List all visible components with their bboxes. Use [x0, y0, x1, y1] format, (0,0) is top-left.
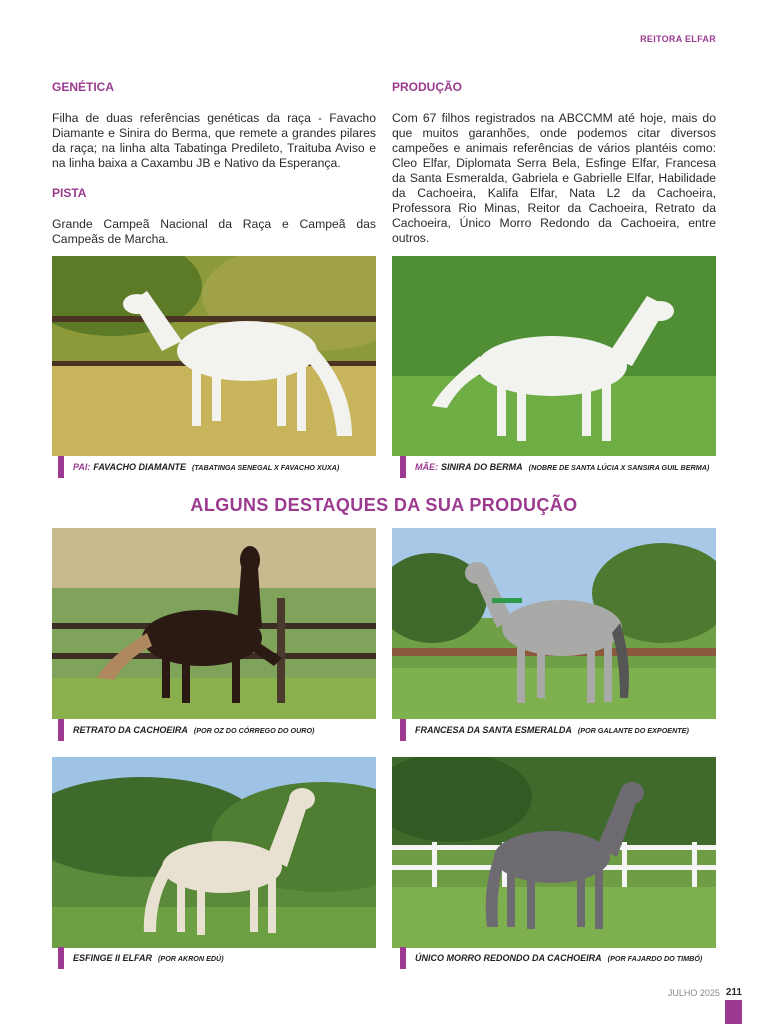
highlight-pedigree-2: (POR GALANTE DO EXPOENTE) [577, 725, 689, 735]
highlight-photo-4 [392, 757, 716, 948]
pai-label: PAI: [73, 462, 91, 472]
producao-text: Com 67 filhos registrados na ABCCMM até hoje, mais do que muitos garanhões, onde podemos citar diversos campeões e animais referências de vários plantéis como: Cleo Elfar, Diplomata Serra Bela, Esfinge Elfar, Francesa da Santa Esmeralda, Gabriela e Gabrielle Elfar, Habilidade da Cachoeira, Kalifa Elfar, Nata L2 da Cachoeira, Professora Rio Minas, Reitor da Cachoeira, Retrato da Cachoeira, Único Morro Redondo da Cachoeira, entre outros. [392, 111, 716, 245]
highlight-caption-1 [58, 719, 314, 741]
highlight-caption-2 [400, 719, 689, 741]
highlight-pedigree-3: (POR AKRON EDÚ) [158, 953, 224, 963]
page-folio [668, 987, 742, 998]
left-text-column [52, 80, 376, 262]
mae-photo [392, 256, 716, 456]
pai-name: FAVACHO DIAMANTE [93, 462, 187, 472]
caption-bar [58, 719, 64, 741]
highlight-photo-3 [52, 757, 376, 948]
caption-bar [400, 947, 406, 969]
running-head: REITORA ELFAR [640, 34, 716, 44]
caption-bar [58, 456, 64, 478]
pista-text: Grande Campeã Nacional da Raça e Campeã das Campeãs de Marcha. [52, 217, 376, 246]
pai-pedigree: (TABATINGA SENEGAL X FAVACHO XUXA) [192, 462, 340, 472]
highlight-pedigree-4: (POR FAJARDO DO TIMBÓ) [607, 953, 703, 963]
highlight-name-3: ESFINGE II ELFAR [73, 953, 153, 963]
genetica-text: Filha de duas referências genéticas da raça - Favacho Diamante e Sinira do Berma, que remete a grandes pilares da raça; na linha alta Tabatinga Predileto, Traituba Aviso e na linha baixa a Caxambu JB e Nativo da Esperança. [52, 111, 376, 170]
caption-bar [58, 947, 64, 969]
highlight-photo-2 [392, 528, 716, 719]
genetica-heading: GENÉTICA [52, 80, 115, 94]
highlight-caption-3 [58, 947, 224, 969]
caption-bar [400, 456, 406, 478]
folio-accent-bar [725, 1000, 742, 1024]
highlight-name-1: RETRATO DA CACHOEIRA [73, 725, 188, 735]
highlight-photo-1 [52, 528, 376, 719]
right-text-column [392, 80, 716, 261]
highlight-caption-4 [400, 947, 702, 969]
highlights-heading: ALGUNS DESTAQUES DA SUA PRODUÇÃO [190, 495, 578, 515]
pista-heading: PISTA [52, 186, 87, 200]
mae-name: SINIRA DO BERMA [441, 462, 523, 472]
page-number: 211 [725, 987, 742, 998]
pai-photo [52, 256, 376, 456]
mae-label: MÃE: [415, 462, 438, 472]
caption-bar [400, 719, 406, 741]
highlight-name-2: FRANCESA DA SANTA ESMERALDA [415, 725, 572, 735]
issue-date: JULHO 2025 [667, 987, 720, 998]
highlight-pedigree-1: (POR OZ DO CÓRREGO DO OURO) [193, 725, 315, 735]
mae-pedigree: (NOBRE DE SANTA LÚCIA X SANSIRA GUIL BERMA) [528, 462, 710, 472]
highlight-name-4: ÚNICO MORRO REDONDO DA CACHOEIRA [415, 953, 602, 963]
producao-heading: PRODUÇÃO [392, 80, 463, 94]
pai-caption [58, 456, 339, 478]
mae-caption [400, 456, 709, 478]
